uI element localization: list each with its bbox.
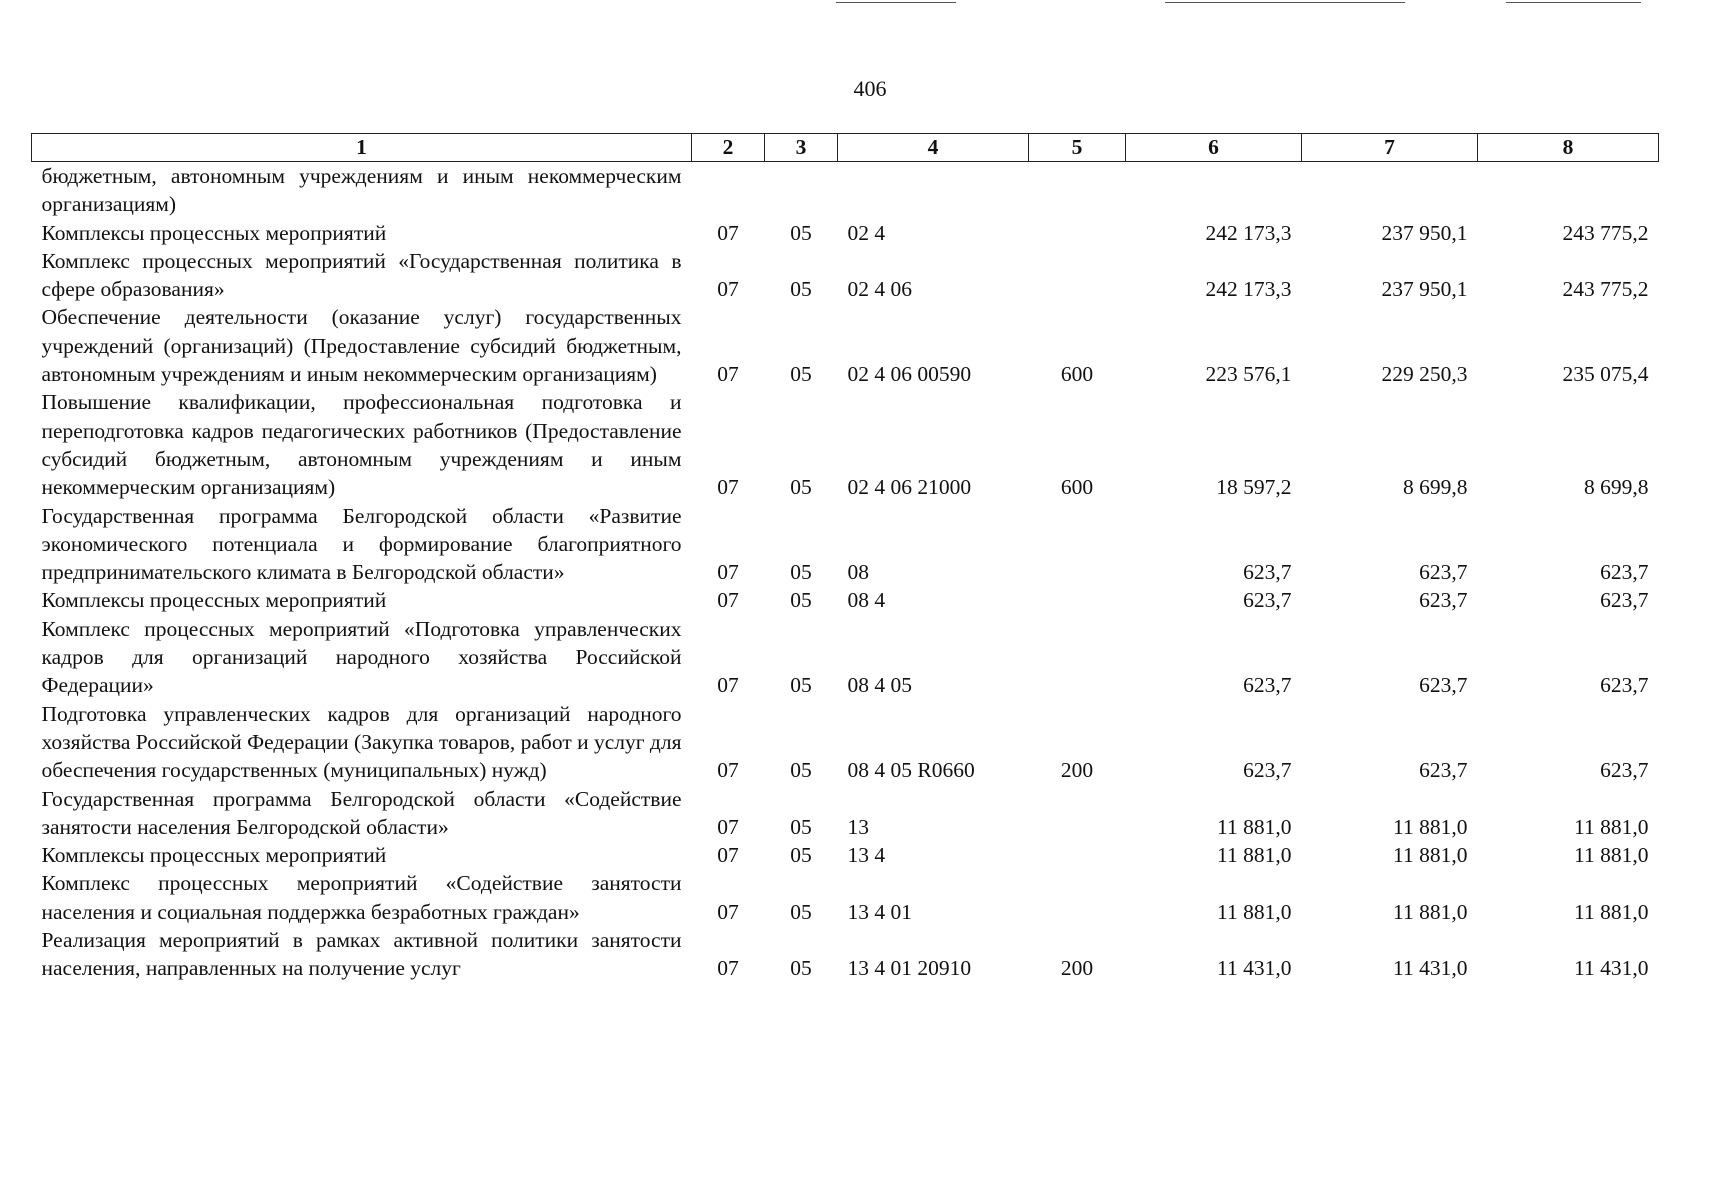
amount-col-7: 11 881,0 [1393,814,1468,839]
target-article-code: 13 4 [847,843,886,868]
target-article-code: 08 [847,560,869,585]
row-description: Комплекс процессных мероприятий «Подготовка управленческих кадров для организаций народного хозяйства Российской Федерации» [41,616,682,698]
table-row [32,303,1659,388]
expense-type-code [1029,162,1126,219]
row-description: Повышение квалификации, профессиональная подготовка и переподготовка кадров педагогических работников (Предоставление субсидий бюджетным, автономным учреждениям и иным некоммерческим организациям) [41,390,682,500]
target-article-code: 02 4 06 00590 [847,362,972,387]
amount-col-8: 243 775,2 [1562,220,1649,245]
amount-col-8: 11 881,0 [1574,899,1649,924]
amount-col-8: 623,7 [1600,673,1649,698]
expense-type-code: 600 [1060,362,1094,387]
table-row [32,162,1659,219]
amount-col-7: 623,7 [1419,560,1468,585]
subsection-code [765,162,838,219]
row-description: Государственная программа Белгородской области «Содействие занятости населения Белгородской области» [41,786,682,839]
table-header-row [32,134,1659,162]
page-number: 406 [853,76,887,101]
amount-col-6: 223 576,1 [1205,362,1292,387]
amount-col-8: 11 431,0 [1574,956,1649,981]
amount-col-7: 623,7 [1419,588,1468,613]
amount-col-7: 11 881,0 [1393,899,1468,924]
row-description: Комплекс процессных мероприятий «Государственная политика в сфере образования» [41,248,682,302]
amount-col-7: 237 950,1 [1381,277,1468,302]
row-description: Комплекс процессных мероприятий «Содействие занятости населения и социальная поддержка безработных граждан» [41,871,682,924]
amount-col-8 [1478,162,1659,219]
subsection-code: 05 [790,814,812,839]
amount-col-7: 11 881,0 [1393,843,1468,868]
amount-col-7 [1302,162,1478,219]
section-code: 07 [717,673,739,698]
expense-type-code [1029,502,1126,587]
amount-col-6: 11 431,0 [1217,956,1292,981]
amount-col-8: 623,7 [1600,560,1649,585]
target-article-code: 08 4 05 R0660 [847,758,975,783]
amount-col-7: 623,7 [1419,758,1468,783]
table-row [32,388,1659,501]
expense-type-code: 200 [1060,758,1094,783]
section-code: 07 [717,277,739,302]
table-row [32,700,1659,785]
row-description: Комплексы процессных мероприятий [41,220,387,245]
column-header: 6 [1126,134,1302,162]
amount-col-8: 623,7 [1600,588,1649,613]
subsection-code: 05 [790,560,812,585]
column-header: 1 [32,134,692,162]
amount-col-6: 242 173,3 [1205,220,1292,245]
target-article-code: 02 4 06 [847,277,912,302]
expense-type-code [1029,219,1126,247]
row-description: Обеспечение деятельности (оказание услуг) государственных учреждений (организаций) (Предоставление субсидий бюджетным, автономным учреждениям и иным некоммерческим организациям) [41,305,682,387]
amount-col-6: 11 881,0 [1217,899,1292,924]
section-code [692,162,765,219]
expense-type-code [1029,785,1126,842]
column-header: 5 [1029,134,1126,162]
column-header: 3 [765,134,838,162]
amount-col-6: 18 597,2 [1216,475,1292,500]
amount-col-7: 623,7 [1419,673,1468,698]
subsection-code: 05 [790,475,812,500]
amount-col-7: 237 950,1 [1381,220,1468,245]
amount-col-6: 623,7 [1243,560,1292,585]
amount-col-8: 243 775,2 [1562,277,1649,302]
target-article-code: 13 4 01 [847,899,912,924]
column-header: 8 [1478,134,1659,162]
budget-table [31,133,1659,983]
amount-col-8: 8 699,8 [1584,475,1649,500]
expense-type-code: 600 [1060,475,1094,500]
table-row [32,785,1659,842]
column-header: 4 [838,134,1029,162]
table-row [32,586,1659,614]
scan-artifact-line [1165,2,1405,3]
amount-col-8: 11 881,0 [1574,814,1649,839]
section-code: 07 [717,899,739,924]
target-article-code: 02 4 [847,220,886,245]
section-code: 07 [717,475,739,500]
row-description: Комплексы процессных мероприятий [41,843,387,868]
amount-col-8: 623,7 [1600,758,1649,783]
subsection-code: 05 [790,362,812,387]
subsection-code: 05 [790,843,812,868]
expense-type-code [1029,869,1126,926]
table-row [32,869,1659,926]
section-code: 07 [717,588,739,613]
amount-col-6: 623,7 [1243,758,1292,783]
amount-col-8: 235 075,4 [1562,362,1649,387]
subsection-code: 05 [790,277,812,302]
amount-col-6: 11 881,0 [1217,814,1292,839]
subsection-code: 05 [790,220,812,245]
subsection-code: 05 [790,758,812,783]
table-row [32,502,1659,587]
target-article-code: 08 4 05 [847,673,912,698]
table-row [32,926,1659,983]
section-code: 07 [717,220,739,245]
expense-type-code [1029,247,1126,304]
target-article-code [838,162,1029,219]
expense-type-code [1029,841,1126,869]
section-code: 07 [717,843,739,868]
target-article-code: 08 4 [847,588,886,613]
target-article-code: 13 4 01 20910 [847,956,972,981]
table-row [32,247,1659,304]
column-header: 7 [1302,134,1478,162]
expense-type-code [1029,615,1126,700]
target-article-code: 13 [847,814,869,839]
amount-col-7: 229 250,3 [1381,362,1468,387]
subsection-code: 05 [790,899,812,924]
table-row [32,219,1659,247]
expense-type-code [1029,586,1126,614]
row-description: бюджетным, автономным учреждениям и иным некоммерческим организациям) [41,164,682,217]
section-code: 07 [717,560,739,585]
amount-col-6: 623,7 [1243,588,1292,613]
row-description: Реализация мероприятий в рамках активной политики занятости населения, направленных на получение услуг [41,928,682,981]
section-code: 07 [717,814,739,839]
row-description: Комплексы процессных мероприятий [41,588,387,613]
subsection-code: 05 [790,956,812,981]
amount-col-7: 8 699,8 [1403,475,1468,500]
table-row [32,841,1659,869]
column-header: 2 [692,134,765,162]
subsection-code: 05 [790,673,812,698]
target-article-code: 02 4 06 21000 [847,475,972,500]
section-code: 07 [717,956,739,981]
amount-col-6 [1126,162,1302,219]
amount-col-6: 623,7 [1243,673,1292,698]
amount-col-6: 242 173,3 [1205,277,1292,302]
table-body [32,162,1659,983]
row-description: Подготовка управленческих кадров для организаций народного хозяйства Российской Федерации (Закупка товаров, работ и услуг для обеспечения государственных (муниципальных) нужд) [41,701,682,783]
scan-artifact-line [836,2,956,3]
amount-col-6: 11 881,0 [1217,843,1292,868]
section-code: 07 [717,758,739,783]
section-code: 07 [717,362,739,387]
table-row [32,615,1659,700]
expense-type-code: 200 [1060,956,1094,981]
scan-artifact-line [1506,2,1641,3]
amount-col-7: 11 431,0 [1393,956,1468,981]
row-description: Государственная программа Белгородской области «Развитие экономического потенциала и формирование благоприятного предпринимательского климата в Белгородской области» [41,503,682,585]
subsection-code: 05 [790,588,812,613]
amount-col-8: 11 881,0 [1574,843,1649,868]
